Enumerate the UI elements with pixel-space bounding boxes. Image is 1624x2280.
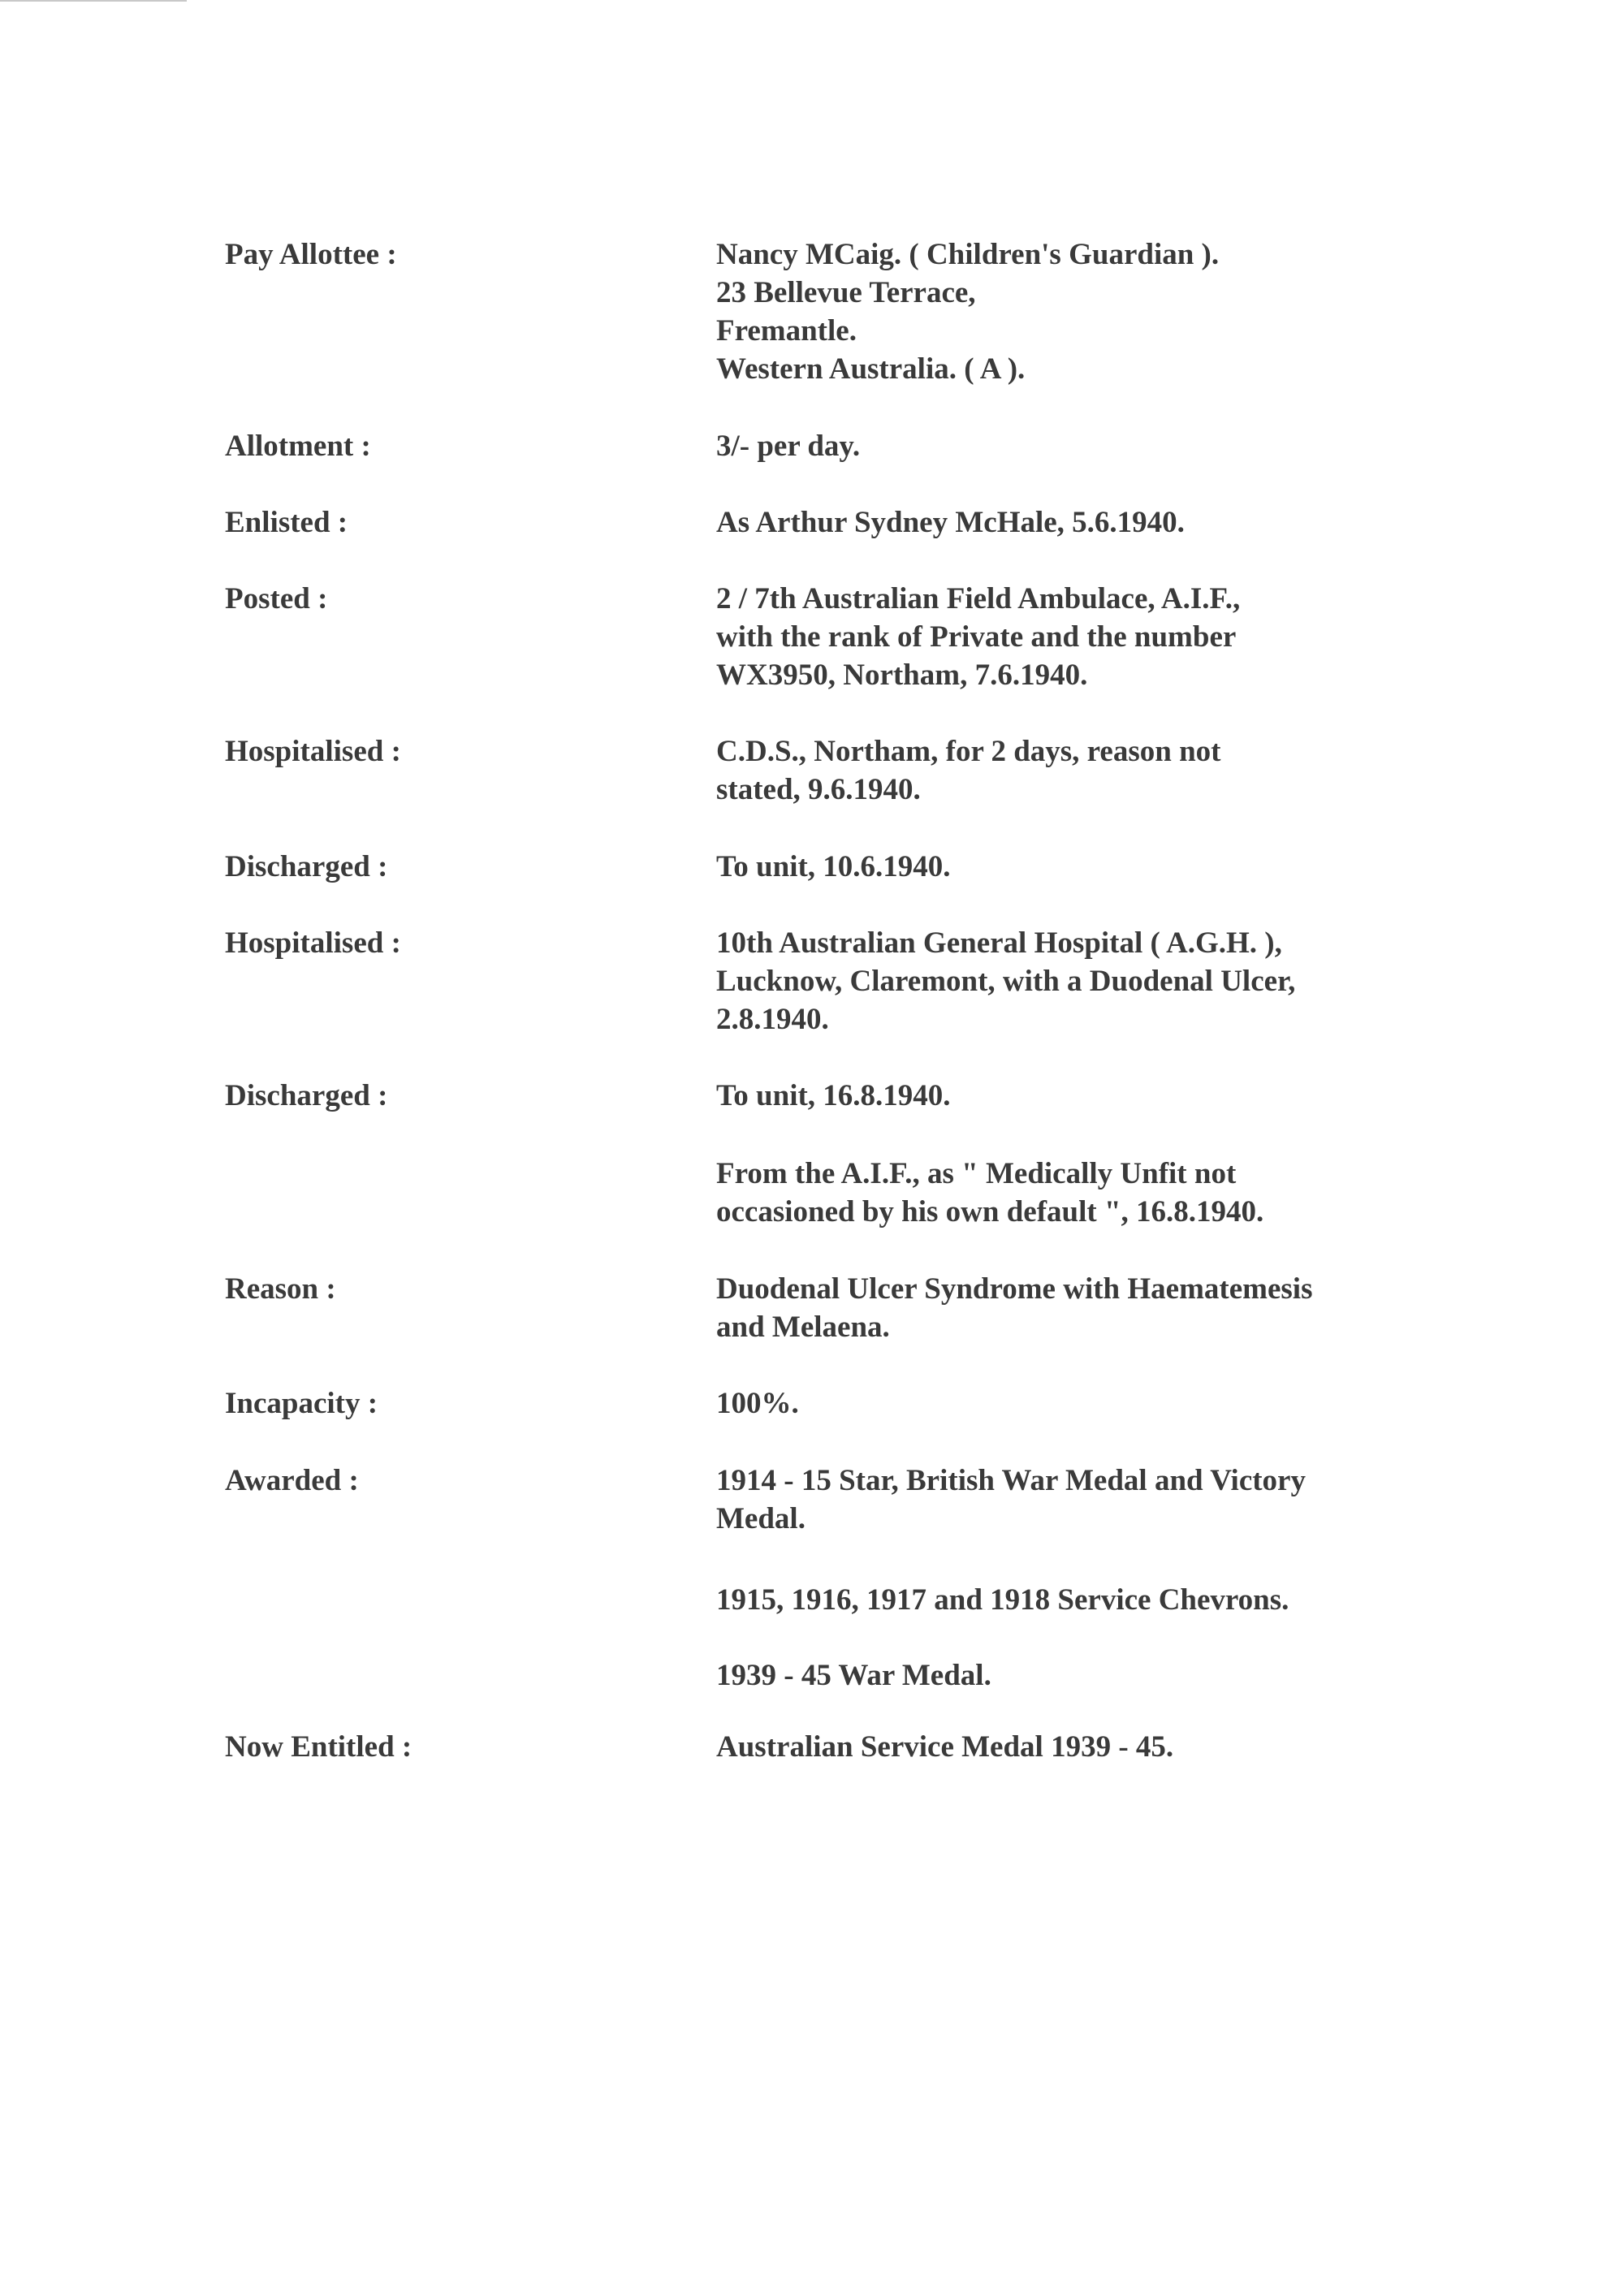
value-line: with the rank of Private and the number bbox=[716, 620, 1237, 654]
field-value-service-chevrons bbox=[716, 1581, 1528, 1619]
field-value-enlisted bbox=[716, 503, 1528, 542]
field-value-allotment bbox=[716, 427, 1528, 465]
field-label-incapacity: Incapacity : bbox=[225, 1387, 378, 1420]
value-line: stated, 9.6.1940. bbox=[716, 773, 921, 806]
field-label-hospitalised: Hospitalised : bbox=[225, 735, 401, 768]
value-line: WX3950, Northam, 7.6.1940. bbox=[716, 659, 1088, 692]
value-line: 2 / 7th Australian Field Ambulace, A.I.F., bbox=[716, 582, 1241, 615]
field-value-incapacity bbox=[716, 1384, 1528, 1423]
value-line: 2.8.1940. bbox=[716, 1003, 829, 1036]
field-label-discharged: Discharged : bbox=[225, 1079, 388, 1112]
value-line: Duodenal Ulcer Syndrome with Haematemesis bbox=[716, 1272, 1313, 1306]
field-value-pay-allottee bbox=[716, 235, 1528, 388]
value-line: 100%. bbox=[716, 1387, 799, 1420]
scan-edge-mark bbox=[0, 0, 187, 2]
field-value-discharged bbox=[716, 1077, 1528, 1115]
field-label-awarded: Awarded : bbox=[225, 1464, 359, 1497]
field-value-discharged bbox=[716, 848, 1528, 886]
value-line: To unit, 16.8.1940. bbox=[716, 1079, 951, 1112]
field-label-allotment: Allotment : bbox=[225, 430, 371, 463]
field-value-awarded bbox=[716, 1462, 1528, 1538]
value-line: As Arthur Sydney McHale, 5.6.1940. bbox=[716, 506, 1185, 539]
field-value-posted bbox=[716, 580, 1528, 694]
field-label-posted: Posted : bbox=[225, 582, 328, 615]
value-line: 23 Bellevue Terrace, bbox=[716, 276, 976, 309]
value-line: 10th Australian General Hospital ( A.G.H. ), bbox=[716, 926, 1282, 960]
field-value-reason bbox=[716, 1270, 1528, 1346]
value-line: Western Australia. ( A ). bbox=[716, 352, 1026, 386]
value-line: C.D.S., Northam, for 2 days, reason not bbox=[716, 735, 1221, 768]
field-label-now-entitled: Now Entitled : bbox=[225, 1730, 412, 1764]
value-line: To unit, 10.6.1940. bbox=[716, 850, 951, 883]
field-label-reason: Reason : bbox=[225, 1272, 336, 1306]
field-label-pay-allottee: Pay Allottee : bbox=[225, 238, 397, 271]
value-line: Lucknow, Claremont, with a Duodenal Ulcer, bbox=[716, 965, 1296, 998]
value-line: From the A.I.F., as " Medically Unfit not bbox=[716, 1157, 1237, 1190]
value-line: 1915, 1916, 1917 and 1918 Service Chevrons. bbox=[716, 1583, 1289, 1617]
field-value-discharge-aif bbox=[716, 1155, 1528, 1231]
value-line: 1914 - 15 Star, British War Medal and Victory bbox=[716, 1464, 1306, 1497]
value-line: occasioned by his own default ", 16.8.1940. bbox=[716, 1195, 1264, 1229]
value-line: Medal. bbox=[716, 1502, 806, 1535]
field-value-hospitalised bbox=[716, 924, 1528, 1039]
value-line: and Melaena. bbox=[716, 1311, 890, 1344]
field-label-hospitalised: Hospitalised : bbox=[225, 926, 401, 960]
field-value-hospitalised bbox=[716, 732, 1528, 809]
field-label-enlisted: Enlisted : bbox=[225, 506, 348, 539]
value-line: Australian Service Medal 1939 - 45. bbox=[716, 1730, 1174, 1764]
value-line: Fremantle. bbox=[716, 314, 857, 348]
value-line: 1939 - 45 War Medal. bbox=[716, 1659, 991, 1692]
field-value-now-entitled bbox=[716, 1728, 1528, 1766]
value-line: 3/- per day. bbox=[716, 430, 861, 463]
field-value-war-medal bbox=[716, 1656, 1528, 1695]
field-label-discharged: Discharged : bbox=[225, 850, 388, 883]
value-line: Nancy MCaig. ( Children's Guardian ). bbox=[716, 238, 1220, 271]
